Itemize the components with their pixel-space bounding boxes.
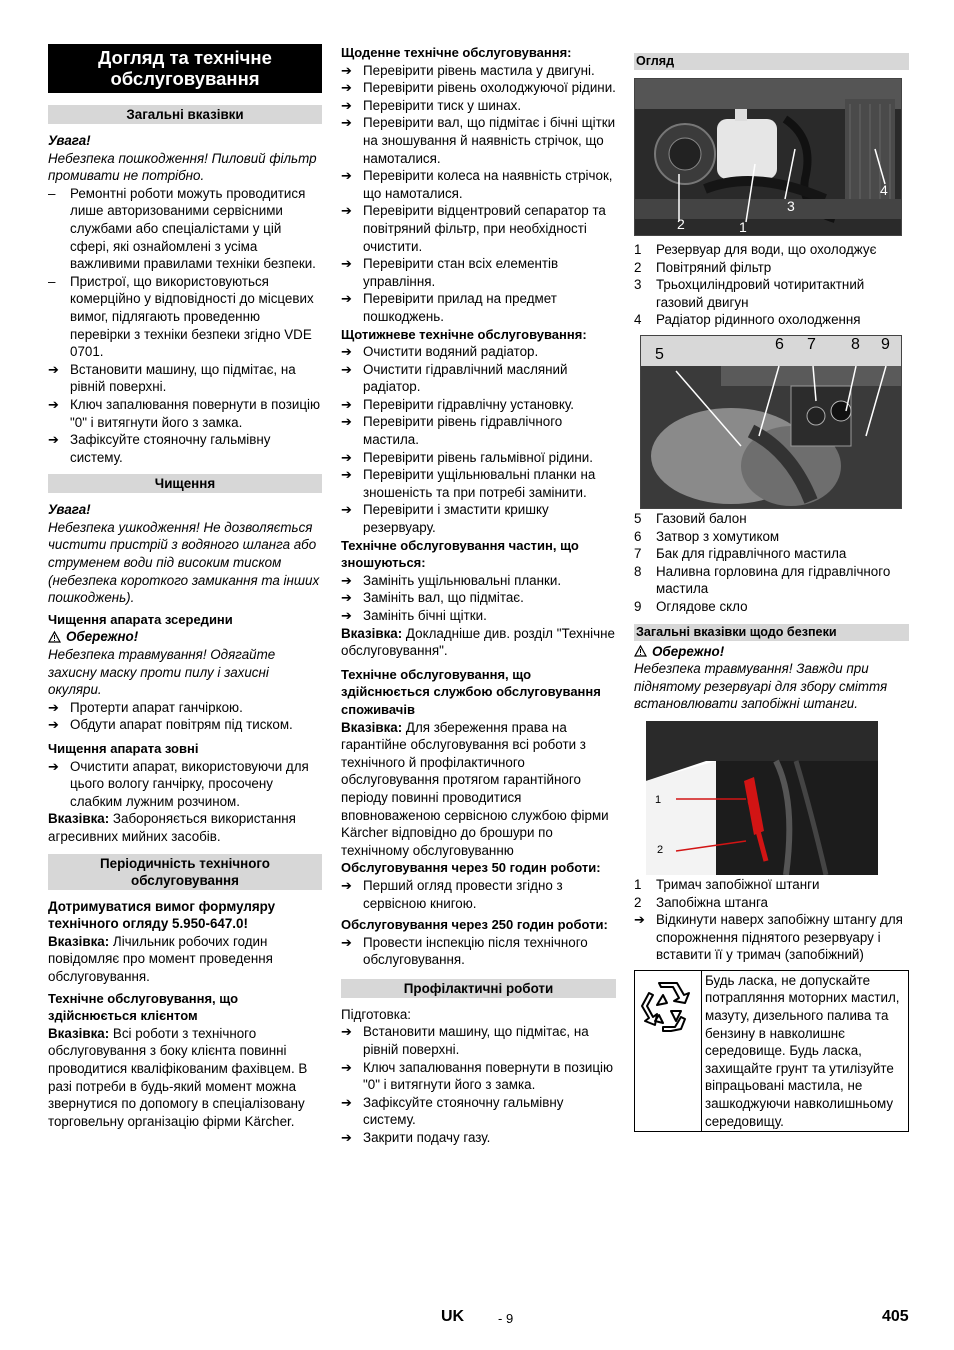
environment-text: Будь ласка, не допускайте потрапляння моторних мастил, мазуту, дизельного палива та бензину в навколишнє середовище. Будь ласка, захищайте грунт та утилізуйте віпрацьовані мастила, не зашкоджуючи навколишньому середовищу.	[705, 972, 900, 1129]
legend-item: 2 Запобіжна штанга	[634, 894, 769, 910]
photo-label: 2	[677, 216, 685, 232]
subheading-outside: Чищення апарата зовні	[48, 741, 199, 756]
list-item: ➔ Перевірити рівень охолоджуючої рідини.	[341, 79, 616, 97]
list-item: ➔ Перевірити ущільнювальні планки на зношеність та при потребі замінити.	[341, 466, 616, 501]
list-item: ➔ Перевірити рівень мастила у двигуні.	[341, 62, 616, 80]
note-paragraph	[48, 933, 322, 986]
list-item: ➔ Перевірити вал, що підмітає і бічні щітки на зношування й наявність стрічок, що намоталися.	[341, 114, 616, 167]
caution-line	[48, 628, 322, 646]
list-item: ➔ Відкинути наверх запобіжну штангу для спорожнення піднятого резервуару і вставити її у тримач (запобіжний)	[634, 911, 909, 964]
note-text: Лічильник робочих годин повідомляє про момент проведення обслуговування.	[48, 933, 273, 984]
subheading-weekly: Щотижневе технічне обслуговування:	[341, 326, 587, 342]
caution-label: Обережно!	[66, 629, 139, 645]
list-item: ➔ Перевірити рівень гальмівної рідини.	[341, 449, 616, 467]
legend-item: 5 Газовий балон	[634, 510, 747, 526]
warning-triangle-icon	[634, 645, 647, 657]
subheading-service: Технічне обслуговування, що здійснюється службою обслуговування споживачів	[341, 666, 601, 717]
note-text: Забороняється використання агресивних мийних засобів.	[48, 811, 296, 844]
photo-label: 3	[787, 198, 795, 214]
list-item: ➔ Очистити гідравлічний масляний радіатор.	[341, 361, 616, 396]
list-item: ➔ Перший огляд провести згідно з сервісною книгою.	[341, 877, 616, 912]
chapter-title: Догляд та технічне обслуговування	[48, 44, 322, 93]
column-right	[634, 53, 909, 1132]
photo-label: 5	[655, 345, 664, 363]
arrow-list	[48, 758, 322, 811]
safety-bar-photo-image	[646, 721, 878, 875]
legend-item: 9 Оглядове скло	[634, 598, 748, 614]
section-general: Загальні вказівки	[48, 105, 322, 124]
section-safety: Загальні вказівки щодо безпеки	[634, 624, 909, 641]
gas-tank-photo	[640, 335, 902, 509]
warning-triangle-icon	[48, 631, 61, 643]
arrow-list	[48, 361, 322, 467]
subheading-50h: Обслуговування через 50 годин роботи:	[341, 860, 601, 876]
list-item: ➔ Очистити водяний радіатор.	[341, 343, 616, 361]
gas-tank-photo-image	[641, 336, 901, 508]
subheading-250h: Обслуговування через 250 годин роботи:	[341, 917, 608, 933]
subheading-client: Технічне обслуговування, що здійснюється клієнтом	[48, 990, 239, 1024]
list-item: ➔ Ключ запалювання повернути в позицію "0" і витягнути його з замка.	[341, 1059, 616, 1094]
list-item: ➔ Зафіксуйте стояночну гальмівну систему.	[341, 1094, 616, 1129]
arrow-list	[341, 877, 616, 912]
section-period: Періодичність технічного обслуговування	[48, 854, 322, 890]
note-text: Докладніше див. розділ "Технічне обслуговування".	[341, 625, 615, 659]
arrow-list	[341, 62, 616, 326]
legend-item: 4 Радіатор рідинного охолодження	[634, 312, 861, 328]
arrow-list	[634, 911, 909, 964]
legend-list	[634, 241, 909, 329]
list-item: ➔ Закрити подачу газу.	[341, 1129, 616, 1147]
note-label: Вказівка:	[341, 625, 403, 641]
caution-line	[634, 643, 909, 661]
legend-item: 3 Трьохциліндровий чотиритактний газовий двигун	[634, 277, 865, 310]
subheading-wear: Технічне обслуговування частин, що зношуються:	[341, 537, 579, 571]
photo-label: 4	[880, 182, 888, 198]
list-item: ➔ Перевірити і змастити кришку резервуару.	[341, 501, 616, 536]
column-middle	[341, 44, 616, 1147]
prep-label: Підготовка:	[341, 1006, 412, 1022]
list-item: – Пристрої, що використовуються комерційно у відповідності до місцевих вимог, підлягають проведенню перевірки з техніки безпеки згідно VDE 0701.	[48, 273, 322, 361]
section-cleaning: Чищення	[48, 474, 322, 493]
legend-item: 7 Бак для гідравлічного мастила	[634, 546, 847, 562]
section-prevent: Профілактичні роботи	[341, 979, 616, 998]
caution-label: Обережно!	[652, 643, 725, 659]
note-label: Вказівка:	[48, 811, 110, 827]
photo-label: 1	[739, 219, 747, 235]
note-text: Для збереження права на гарантійне обслуговування всі роботи з технічного й профілактичного обслуговування протягом гарантійного періоду повинні проводитися вповноваженою сервісною службою фірми Kärcher відповідно до брошури по технічному обслуговуванню	[341, 719, 609, 858]
warning-text: Небезпека пошкодження! Пиловий фільтр промивати не потрібно.	[48, 150, 317, 184]
warning-text: Небезпека ушкодження! Не дозволяється чистити пристрій з водяного шланга або струменем води під високим тиском (небезпека короткого замикання та інших пошкоджень).	[48, 519, 320, 606]
warning-heading: Увага!	[48, 133, 91, 148]
list-item: ➔ Перевірити рівень гідравлічного мастила.	[341, 413, 616, 448]
list-item: ➔ Ключ запалювання повернути в позицію "0" і витягнути його з замка.	[48, 396, 322, 431]
list-item: ➔ Протерти апарат ганчіркою.	[48, 699, 322, 717]
legend-list	[634, 876, 909, 911]
list-item: ➔ Перевірити прилад на предмет пошкоджень.	[341, 290, 616, 325]
caution-text: Небезпека травмування! Завжди при піднятому резервуарі для збору сміття встановлювати запобіжні штанги.	[634, 661, 888, 712]
safety-bar-photo	[646, 721, 878, 875]
note-text: Всі роботи з технічного обслуговування з боку клієнта повинні проводитися кваліфікованим фахівцем. В разі потреби в будь-який момент можна звернутися по допомогу в спеціалізовану торговельну організацію фірми Kärcher.	[48, 1025, 308, 1129]
list-item: ➔ Перевірити відцентровий сепаратор та повітряний фільтр, при необхідності очистити.	[341, 202, 616, 255]
subheading-inside: Чищення апарата зсередини	[48, 611, 233, 627]
legend-item: 6 Затвор з хомутиком	[634, 528, 780, 544]
list-item: ➔ Обдути апарат повітрям під тиском.	[48, 716, 322, 734]
photo-label: 7	[807, 335, 816, 353]
photo-label: 9	[881, 335, 890, 353]
recycle-icon	[635, 971, 702, 1131]
caution-text: Небезпека травмування! Одягайте захисну маску проти пилу і захисні окуляри.	[48, 647, 276, 698]
subheading-daily: Щоденне технічне обслуговування:	[341, 45, 572, 60]
list-item: ➔ Зафіксуйте стояночну гальмівну систему.	[48, 431, 322, 466]
list-item: ➔ Очистити апарат, використовуючи для цього вологу ганчірку, просочену слабким лужним розчином.	[48, 758, 322, 811]
note-paragraph	[48, 1025, 322, 1131]
arrow-list	[48, 699, 322, 734]
photo-label: 2	[657, 843, 664, 856]
list-item: ➔ Перевірити тиск у шинах.	[341, 97, 616, 115]
note-paragraph	[48, 810, 322, 845]
engine-photo	[634, 78, 902, 236]
photo-label: 8	[851, 335, 860, 353]
list-item: ➔ Перевірити гідравлічну установку.	[341, 396, 616, 414]
environment-notice	[634, 970, 909, 1132]
arrow-list	[341, 934, 616, 969]
list-item: ➔ Замініть ущільнювальні планки.	[341, 572, 616, 590]
list-item: ➔ Встановити машину, що підмітає, на рівній поверхні.	[48, 361, 322, 396]
column-left	[48, 44, 322, 1130]
note-paragraph	[341, 625, 616, 660]
arrow-list	[341, 1023, 616, 1146]
arrow-list	[341, 343, 616, 537]
list-item: ➔ Провести інспекцію після технічного обслуговування.	[341, 934, 616, 969]
warning-heading: Увага!	[48, 502, 91, 518]
photo-label: 1	[655, 793, 662, 806]
list-item: ➔ Встановити машину, що підмітає, на рівній поверхні.	[341, 1023, 616, 1058]
section-overview: Огляд	[634, 53, 909, 70]
list-item: ➔ Замініть бічні щітки.	[341, 607, 616, 625]
note-label: Вказівка:	[341, 719, 403, 735]
legend-item: 8 Наливна горловина для гідравлічного мастила	[634, 563, 891, 597]
list-item: ➔ Замініть вал, що підмітає.	[341, 589, 616, 607]
arrow-list	[341, 572, 616, 625]
dash-list	[48, 185, 322, 361]
note-label: Вказівка:	[48, 1025, 110, 1041]
legend-item: 2 Повітряний фільтр	[634, 259, 772, 275]
note-paragraph	[341, 719, 616, 860]
list-item: ➔ Перевірити колеса на наявність стрічок, що намоталися.	[341, 167, 616, 202]
footer-lang: UK	[441, 1308, 465, 1325]
footer-page-total: 405	[882, 1308, 909, 1325]
photo-label: 6	[775, 335, 784, 353]
note-label: Вказівка:	[48, 933, 110, 949]
period-requirement: Дотримуватися вимог формуляру технічного огляду 5.950-647.0!	[48, 898, 276, 932]
engine-photo-image	[635, 79, 901, 235]
list-item: – Ремонтні роботи можуть проводитися лише авторизованими сервісними службами або спеціалістами у цій сфері, які ознайомлені з усіма важливими правилами техніки безпеки.	[48, 185, 322, 273]
legend-item: 1 Тримач запобіжної штанги	[634, 876, 820, 892]
footer-page-local: - 9	[498, 1311, 514, 1326]
legend-list	[634, 510, 909, 616]
legend-item: 1 Резервуар для води, що охолоджує	[634, 242, 877, 257]
list-item: ➔ Перевірити стан всіх елементів управління.	[341, 255, 616, 290]
